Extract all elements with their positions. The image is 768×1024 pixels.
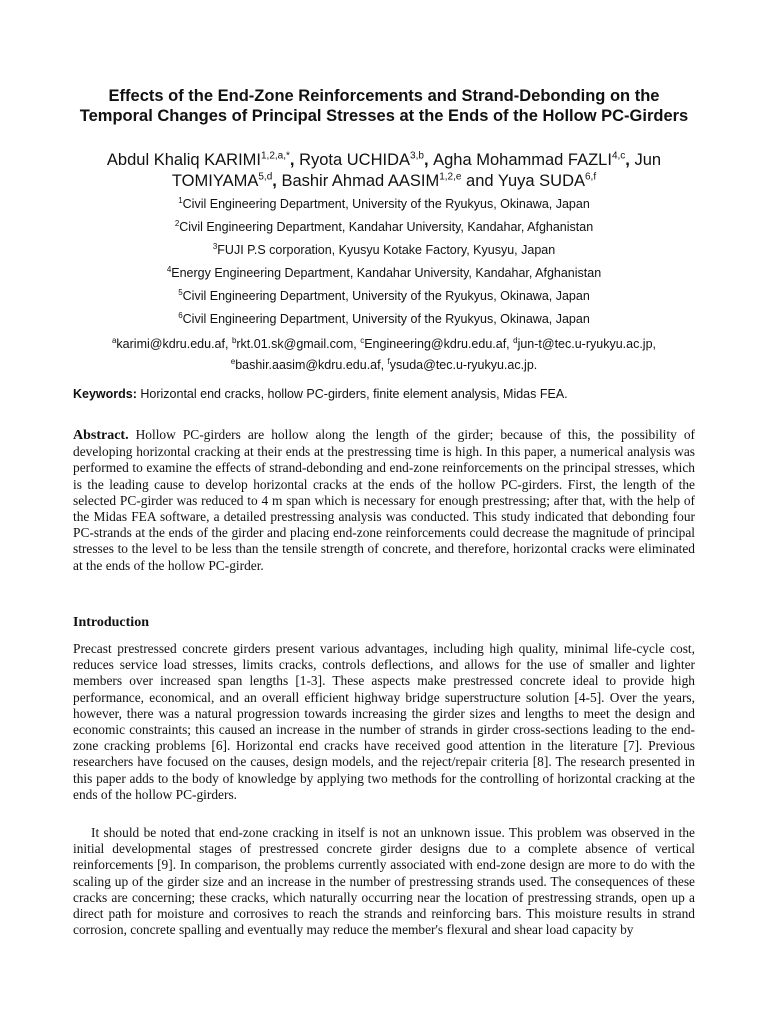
author-superscript: 1,2,a,* xyxy=(260,150,290,162)
author-name: Bashir Ahmad AASIM xyxy=(281,172,440,190)
affiliation-text: Energy Engineering Department, Kandahar University, Kandahar, Afghanistan xyxy=(171,266,602,281)
author-separator: , xyxy=(272,172,282,190)
author-separator: and xyxy=(461,172,498,190)
introduction-paragraph-2: It should be noted that end-zone cracking in itself is not an unknown issue. This problem was observed in the initial developmental stages of prestressed concrete girder designs due to a complete absence of vertical reinforcements [9]. In comparison, the problems currently associated with end-zone design are more to do with the scaling up of the girder size and an increase in the number of prestressing strands used. The consequences of these cracks are concerning; these cracks, which naturally occurring near the location of prestressing strands, open up a direct path for moisture and corrosives to reach the strands and reinforcing bars. This moisture results in strand corrosion, concrete spalling and eventually may reduce the member's flexural and shear load capacity by xyxy=(73,825,695,938)
author-separator: , xyxy=(289,151,300,169)
email-address: rkt.01.sk@gmail.com, xyxy=(236,337,361,352)
affiliation-number: 1 xyxy=(178,196,183,205)
author-separator: , xyxy=(423,151,434,169)
author-superscript: 1,2,e xyxy=(439,171,462,183)
section-heading-introduction: Introduction xyxy=(73,615,149,630)
email-letter: b xyxy=(231,336,237,345)
email-address: karimi@kdru.edu.af, xyxy=(116,337,232,352)
affiliation-number: 4 xyxy=(166,265,172,274)
keywords-text: Horizontal end cracks, hollow PC-girders, finite element analysis, Midas FEA. xyxy=(136,387,568,401)
abstract-label: Abstract. xyxy=(73,428,129,443)
affiliation-line xyxy=(40,219,728,234)
affiliation-text: Civil Engineering Department, University of the Ryukyus, Okinawa, Japan xyxy=(182,289,590,304)
author-name: Abdul Khaliq KARIMI xyxy=(106,151,261,169)
author-superscript: 6,f xyxy=(584,171,597,183)
email-address: bashir.aasim@kdru.edu.af, xyxy=(235,358,388,373)
email-letter: c xyxy=(360,336,365,345)
author-superscript: 5,d xyxy=(258,171,273,183)
author-separator: , xyxy=(625,151,635,169)
email-list xyxy=(40,332,728,374)
email-letter: d xyxy=(513,336,518,345)
affiliation-number: 6 xyxy=(178,311,183,320)
affiliation-text: Civil Engineering Department, University of the Ryukyus, Okinawa, Japan xyxy=(182,312,590,327)
affiliation-number: 2 xyxy=(174,219,180,228)
affiliation-number: 5 xyxy=(178,288,183,297)
author-name: Agha Mohammad FAZLI xyxy=(433,151,612,169)
affiliation-line xyxy=(40,288,728,303)
keywords-line xyxy=(73,387,713,401)
email-address: ysuda@tec.u-ryukyu.ac.jp. xyxy=(389,358,538,373)
email-letter: f xyxy=(387,357,390,367)
keywords-label: Keywords: xyxy=(73,387,137,401)
email-letter: e xyxy=(230,357,236,367)
abstract-text: Hollow PC-girders are hollow along the length of the girder; because of this, the possibility of developing horizontal cracking at their ends at the prestressing time is high. In this paper, a numerical analysis was performed to examine the effects of strand-debonding and end-zone reinforcements on the principal stresses, which is the leading cause to develop horizontal cracks at the ends of the hollow PC-girders. First, the length of the selected PC-girder was reduced to 4 m span which is necessary for enough prestressing; after that, with the help of the Midas FEA software, a detailed prestressing analysis was conducted. This study indicated that debonding four PC-strands at the ends of the girder and placing end-zone reinforcements could decrease the magnitude of principal stresses to the level to be less than the tensile strength of concrete, and therefore, horizontal cracks were eliminated at the ends of the hollow PC-girder. xyxy=(73,427,695,573)
introduction-paragraph-1: Precast prestressed concrete girders present various advantages, including high quality, minimal life-cycle cost, reduces service load stresses, limits cracks, controls deflections, and allows for the use of smaller and lighter members over increased span lengths [1-3]. These aspects make prestressed concrete ideal to provide high performance, economical, and an overall efficient highway bridge superstructure solution [4-5]. Over the years, however, there was a natural progression towards increasing the girder sizes and lengths to meet the design and economic constraints; this caused an increase in the number of strands in girder cross-sections leading to the end-zone cracking problems [6]. Horizontal end cracks have received good attention in the literature [7]. Previous researchers have focused on the causes, design models, and the reject/repair criteria [8]. The research presented in this paper adds to the body of knowledge by applying two methods for the controlling of horizontal cracking at the ends of the hollow PC-girders. xyxy=(73,641,695,802)
email-address: Engineering@kdru.edu.af, xyxy=(364,337,514,352)
abstract-paragraph xyxy=(73,427,695,574)
affiliation-number: 3 xyxy=(212,242,218,251)
affiliation-line xyxy=(40,265,728,280)
email-letter: a xyxy=(111,336,117,345)
affiliation-line xyxy=(40,242,728,257)
affiliation-line xyxy=(40,311,728,326)
affiliation-text: Civil Engineering Department, Kandahar University, Kandahar, Afghanistan xyxy=(179,220,594,235)
email-address: jun-t@tec.u-ryukyu.ac.jp, xyxy=(517,337,657,352)
affiliation-line xyxy=(40,196,728,211)
author-name: Jun TOMIYAMA xyxy=(171,151,662,190)
author-name: Ryota UCHIDA xyxy=(299,151,411,169)
author-list xyxy=(60,150,708,192)
author-superscript: 4,c xyxy=(611,150,626,162)
author-superscript: 3,b xyxy=(410,150,424,162)
affiliation-text: Civil Engineering Department, University of the Ryukyus, Okinawa, Japan xyxy=(182,197,590,212)
affiliation-text: FUJI P.S corporation, Kyusyu Kotake Factory, Kyusyu, Japan xyxy=(217,243,556,258)
paper-title: Effects of the End-Zone Reinforcements and Strand-Debonding on the Temporal Changes of Principal Stresses at the Ends of the Hollow PC-Girders xyxy=(79,87,689,125)
author-name: Yuya SUDA xyxy=(497,172,585,190)
